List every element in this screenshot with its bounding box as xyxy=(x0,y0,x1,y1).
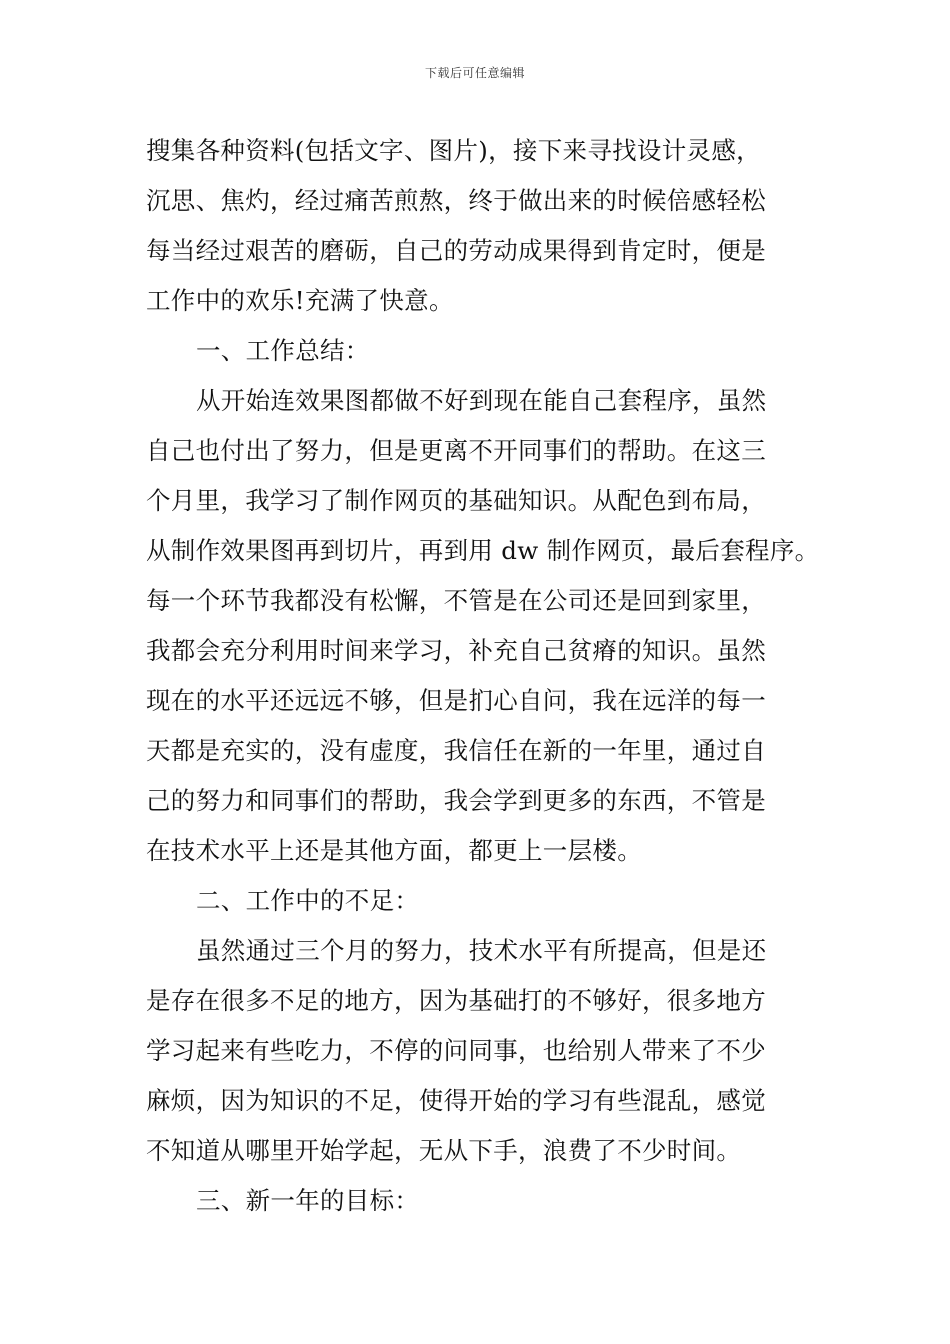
paragraph-line: 搜集各种资料(包括文字、图片)，接下来寻找设计灵感， xyxy=(146,136,761,165)
section-heading: 一、工作总结： xyxy=(196,336,370,365)
paragraph-line: 虽然通过三个月的努力，技术水平有所提高，但是还 xyxy=(196,936,767,965)
section-heading: 三、新一年的目标： xyxy=(196,1186,420,1215)
paragraph-line: 现在的水平还远远不够，但是扪心自问，我在远洋的每一 xyxy=(146,686,766,715)
paragraph-line: 己的努力和同事们的帮助，我会学到更多的东西，不管是 xyxy=(146,786,766,815)
paragraph-line: 从制作效果图再到切片，再到用 dw 制作网页，最后套程序。 xyxy=(146,536,820,565)
paragraph-line: 工作中的欢乐!充满了快意。 xyxy=(146,286,454,315)
paragraph-line: 不知道从哪里开始学起，无从下手，浪费了不少时间。 xyxy=(146,1136,742,1165)
paragraph-line: 麻烦，因为知识的不足，使得开始的学习有些混乱，感觉 xyxy=(146,1086,766,1115)
paragraph-line: 天都是充实的，没有虚度，我信任在新的一年里，通过自 xyxy=(146,736,766,765)
paragraph-line: 每当经过艰苦的磨砺，自己的劳动成果得到肯定时，便是 xyxy=(146,236,766,265)
paragraph-line: 在技术水平上还是其他方面，都更上一层楼。 xyxy=(146,836,642,865)
paragraph-line: 我都会充分利用时间来学习，补充自己贫瘠的知识。虽然 xyxy=(146,636,766,665)
section-heading: 二、工作中的不足： xyxy=(196,886,420,915)
paragraph-line: 是存在很多不足的地方，因为基础打的不够好，很多地方 xyxy=(146,986,766,1015)
paragraph-line: 沉思、焦灼，经过痛苦煎熬，终于做出来的时候倍感轻松 xyxy=(146,186,766,215)
header-note: 下载后可任意编辑 xyxy=(424,66,525,80)
paragraph-line: 从开始连效果图都做不好到现在能自己套程序，虽然 xyxy=(196,386,767,415)
paragraph-line: 每一个环节我都没有松懈，不管是在公司还是回到家里， xyxy=(146,586,766,615)
paragraph-line: 自己也付出了努力，但是更离不开同事们的帮助。在这三 xyxy=(146,436,766,465)
document-body xyxy=(146,126,820,1226)
paragraph-line: 学习起来有些吃力，不停的问同事，也给别人带来了不少 xyxy=(146,1036,766,1065)
paragraph-line: 个月里，我学习了制作网页的基础知识。从配色到布局， xyxy=(146,486,766,515)
